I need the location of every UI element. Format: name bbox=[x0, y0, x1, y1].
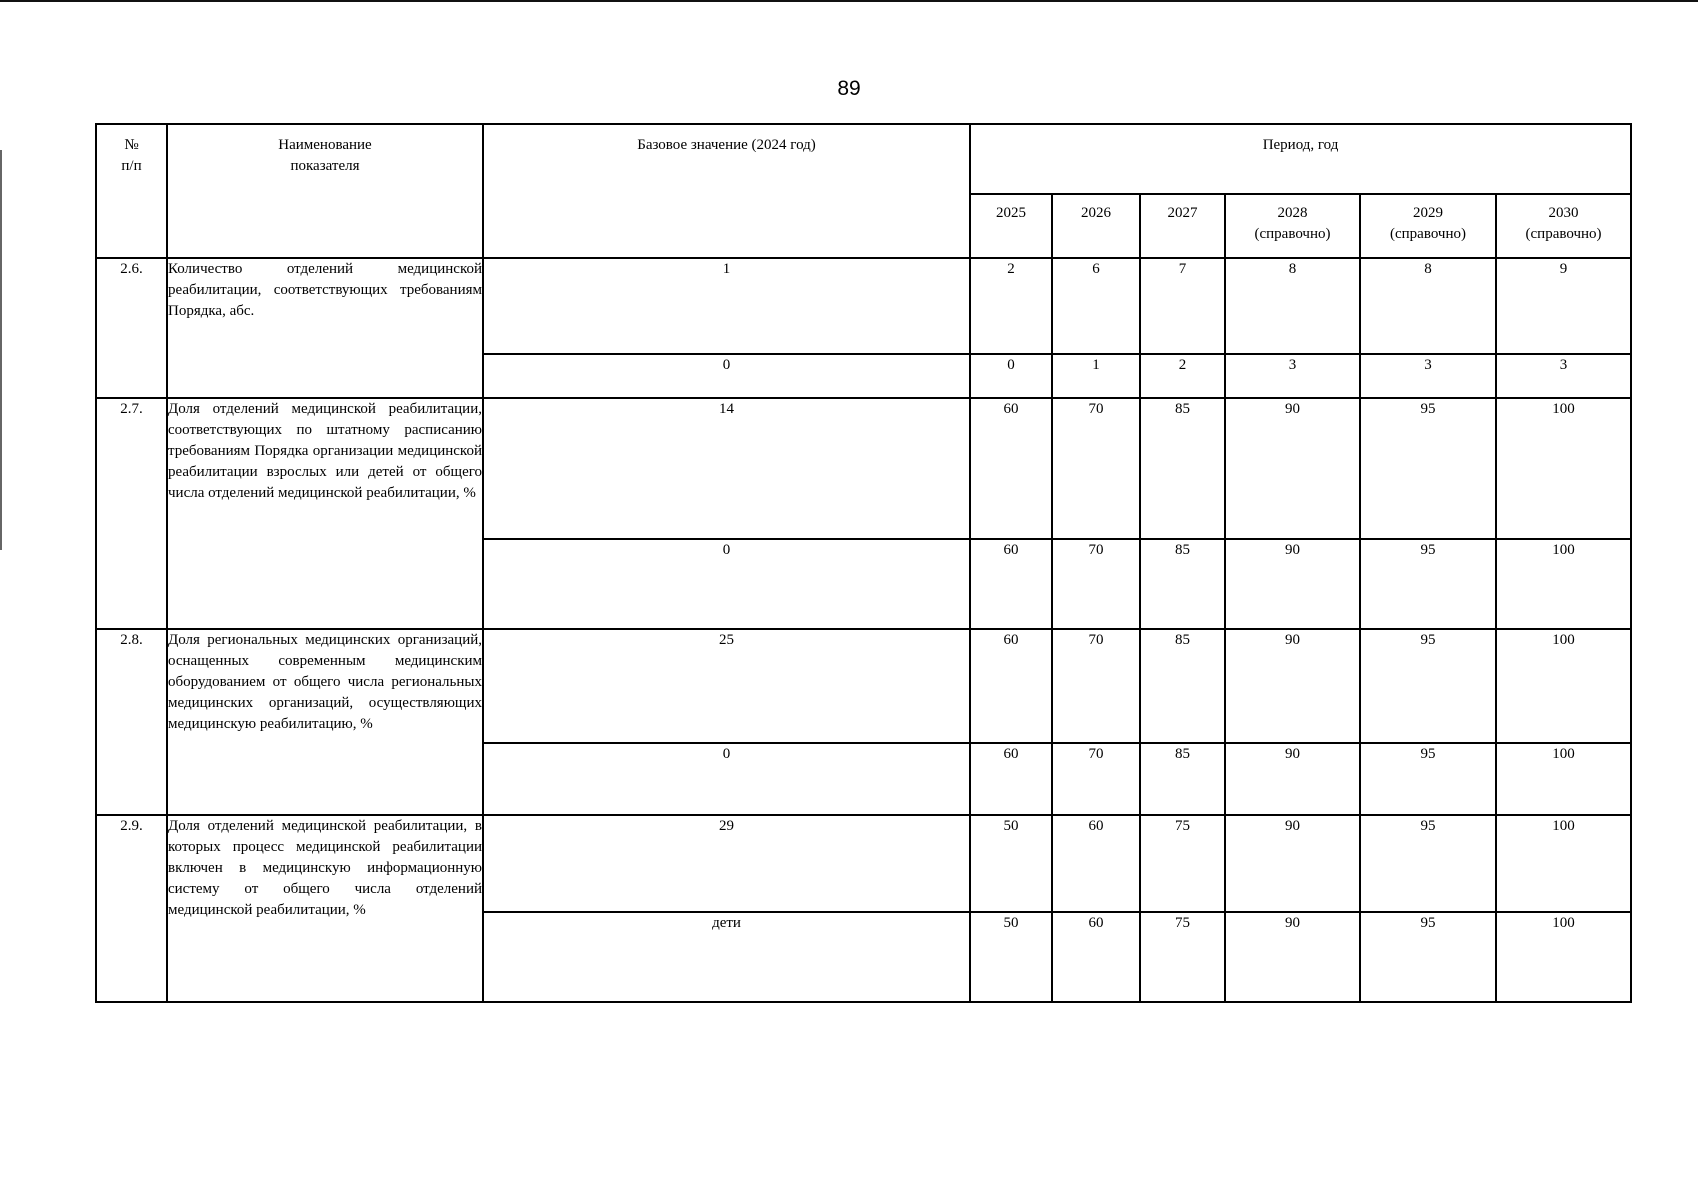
indicator-number: 2.8. bbox=[96, 629, 167, 815]
year-value-cell: 95 bbox=[1360, 815, 1496, 912]
year-value-cell: 90 bbox=[1225, 398, 1360, 539]
year-value-cell: 1 bbox=[1052, 354, 1140, 398]
year-value-cell: 70 bbox=[1052, 629, 1140, 743]
year-value-cell: 70 bbox=[1052, 539, 1140, 629]
base-value-cell: 0 bbox=[483, 539, 970, 629]
header-period-label: Период, год bbox=[1262, 137, 1339, 153]
base-value-cell: 0 bbox=[483, 354, 970, 398]
year-value-cell: 0 bbox=[970, 354, 1052, 398]
header-year-line: 2028 bbox=[1277, 205, 1308, 221]
indicator-name: Количество отделений медицинской реабилитации, соответствующих требованиям Порядка, абс. bbox=[167, 258, 483, 398]
header-year-line: (справочно) bbox=[1525, 226, 1602, 242]
year-value-cell: 50 bbox=[970, 815, 1052, 912]
indicator-number: 2.7. bbox=[96, 398, 167, 629]
year-value-cell: 100 bbox=[1496, 539, 1631, 629]
year-value-cell: 3 bbox=[1360, 354, 1496, 398]
header-year bbox=[1496, 194, 1631, 258]
scan-border-top bbox=[0, 0, 1698, 2]
base-value-cell: дети bbox=[483, 912, 970, 1002]
page-number: 89 bbox=[837, 77, 861, 100]
year-value-cell: 70 bbox=[1052, 743, 1140, 815]
year-value-cell: 60 bbox=[970, 743, 1052, 815]
year-value-cell: 100 bbox=[1496, 912, 1631, 1002]
year-value-cell: 75 bbox=[1140, 815, 1225, 912]
year-value-cell: 85 bbox=[1140, 743, 1225, 815]
year-value-cell: 85 bbox=[1140, 629, 1225, 743]
year-value-cell: 100 bbox=[1496, 743, 1631, 815]
year-value-cell: 100 bbox=[1496, 815, 1631, 912]
table-row bbox=[96, 629, 1631, 743]
header-year-line: 2029 bbox=[1413, 205, 1443, 221]
indicator-name: Доля отделений медицинской реабилитации, соответствующих по штатному расписанию требованиям Порядка организации медицинской реабилитации взрослых или детей от общего числа отделений медицинской реабилитации, % bbox=[167, 398, 483, 629]
table-row bbox=[96, 815, 1631, 912]
year-value-cell: 75 bbox=[1140, 912, 1225, 1002]
year-value-cell: 95 bbox=[1360, 743, 1496, 815]
header-year bbox=[970, 194, 1052, 258]
indicator-name: Доля региональных медицинских организаций, оснащенных современным медицинским оборудованием от общего числа региональных медицинских организаций, осуществляющих медицинскую реабилитацию, % bbox=[167, 629, 483, 815]
year-value-cell: 95 bbox=[1360, 539, 1496, 629]
header-number bbox=[96, 124, 167, 258]
header-name-line: показателя bbox=[290, 158, 360, 174]
year-value-cell: 3 bbox=[1225, 354, 1360, 398]
year-value-cell: 90 bbox=[1225, 539, 1360, 629]
year-value-cell: 90 bbox=[1225, 743, 1360, 815]
year-value-cell: 95 bbox=[1360, 912, 1496, 1002]
header-number-line: п/п bbox=[121, 158, 142, 174]
table-row bbox=[96, 258, 1631, 354]
year-value-cell: 90 bbox=[1225, 815, 1360, 912]
year-value-cell: 100 bbox=[1496, 398, 1631, 539]
header-year-line: 2026 bbox=[1081, 205, 1111, 221]
base-value-cell: 0 bbox=[483, 743, 970, 815]
base-value-cell: 1 bbox=[483, 258, 970, 354]
year-value-cell: 3 bbox=[1496, 354, 1631, 398]
year-value-cell: 60 bbox=[1052, 912, 1140, 1002]
year-value-cell: 50 bbox=[970, 912, 1052, 1002]
header-year bbox=[1052, 194, 1140, 258]
scan-border-left bbox=[0, 150, 2, 550]
year-value-cell: 90 bbox=[1225, 629, 1360, 743]
base-value-cell: 25 bbox=[483, 629, 970, 743]
year-value-cell: 85 bbox=[1140, 398, 1225, 539]
year-value-cell: 60 bbox=[1052, 815, 1140, 912]
header-base-value bbox=[483, 124, 970, 258]
header-year bbox=[1140, 194, 1225, 258]
year-value-cell: 8 bbox=[1225, 258, 1360, 354]
header-name-line: Наименование bbox=[278, 137, 372, 153]
base-value-cell: 14 bbox=[483, 398, 970, 539]
indicator-name: Доля отделений медицинской реабилитации, в которых процесс медицинской реабилитации включен в медицинскую информационную систему от общего числа отделений медицинской реабилитации, % bbox=[167, 815, 483, 1002]
header-year bbox=[1225, 194, 1360, 258]
header-year-line: 2025 bbox=[996, 205, 1026, 221]
year-value-cell: 100 bbox=[1496, 629, 1631, 743]
indicators-table bbox=[95, 123, 1632, 1003]
base-value-cell: 29 bbox=[483, 815, 970, 912]
header-indicator-name bbox=[167, 124, 483, 258]
year-value-cell: 2 bbox=[970, 258, 1052, 354]
year-value-cell: 60 bbox=[970, 629, 1052, 743]
header-year-line: (справочно) bbox=[1254, 226, 1331, 242]
header-year-line: 2030 bbox=[1548, 205, 1579, 221]
year-value-cell: 95 bbox=[1360, 398, 1496, 539]
year-value-cell: 85 bbox=[1140, 539, 1225, 629]
year-value-cell: 95 bbox=[1360, 629, 1496, 743]
header-base-label: Базовое значение (2024 год) bbox=[637, 137, 816, 153]
header-year bbox=[1360, 194, 1496, 258]
year-value-cell: 60 bbox=[970, 398, 1052, 539]
header-period bbox=[970, 124, 1631, 194]
indicator-number: 2.9. bbox=[96, 815, 167, 1002]
year-value-cell: 9 bbox=[1496, 258, 1631, 354]
header-year-line: (справочно) bbox=[1390, 226, 1466, 242]
year-value-cell: 70 bbox=[1052, 398, 1140, 539]
year-value-cell: 6 bbox=[1052, 258, 1140, 354]
indicator-number: 2.6. bbox=[96, 258, 167, 398]
header-year-line: 2027 bbox=[1167, 205, 1198, 221]
year-value-cell: 90 bbox=[1225, 912, 1360, 1002]
table-row bbox=[96, 398, 1631, 539]
header-number-line: № bbox=[124, 137, 139, 153]
year-value-cell: 60 bbox=[970, 539, 1052, 629]
year-value-cell: 7 bbox=[1140, 258, 1225, 354]
year-value-cell: 2 bbox=[1140, 354, 1225, 398]
year-value-cell: 8 bbox=[1360, 258, 1496, 354]
